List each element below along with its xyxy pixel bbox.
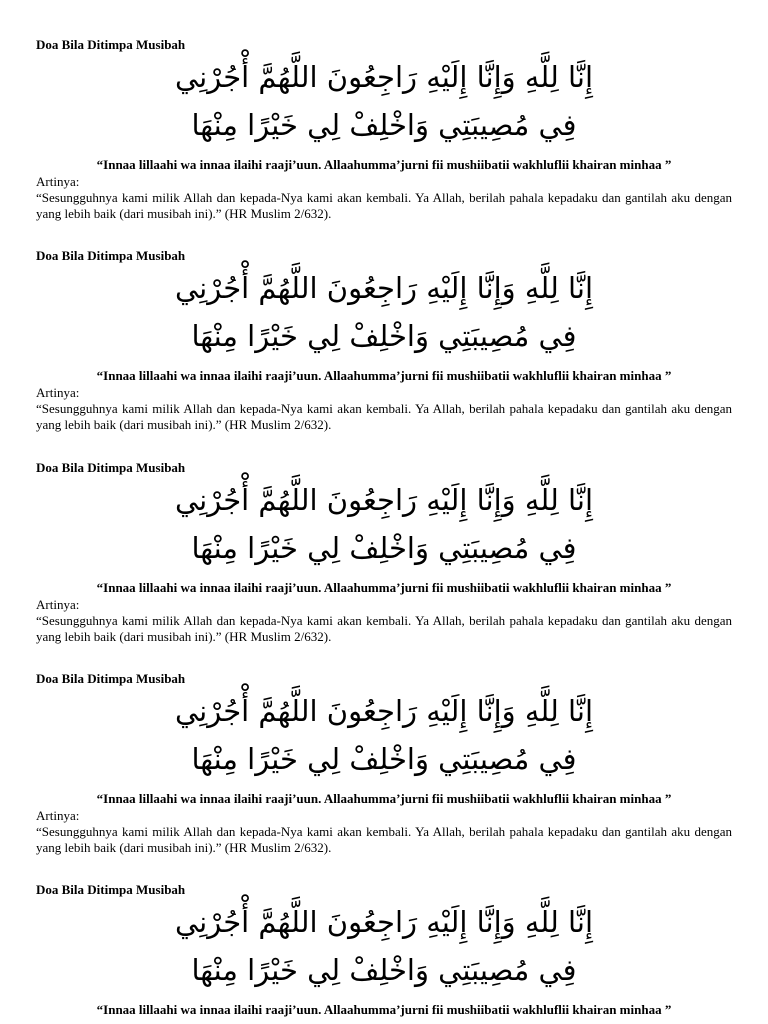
- meaning-label: Artinya:: [36, 597, 80, 612]
- arabic-text-line-2: فِي مُصِيبَتِي وَاخْلِفْ لِي خَيْرًا مِنْهَا: [191, 953, 577, 987]
- arabic-text-line-1: إِنَّا لِلَّهِ وَإِنَّا إِلَيْهِ رَاجِعُونَ اللَّهُمَّ أْجُرْنِي: [174, 60, 594, 94]
- prayer-title: Doa Bila Ditimpa Musibah: [36, 671, 186, 686]
- meaning-text: “Sesungguhnya kami milik Allah dan kepada-Nya kami akan kembali. Ya Allah, berilah pahala kepadaku dan gantilah aku dengan yang lebih baik (dari musibah ini).” (HR Muslim 2/632).: [36, 190, 732, 221]
- transliteration: “Innaa lillaahi wa innaa ilaihi raaji’uun. Allaahumma’jurni fii mushiibatii wakhluflii khairan minhaa ”: [96, 1002, 672, 1017]
- meaning-label: Artinya:: [36, 174, 80, 189]
- meaning-text: “Sesungguhnya kami milik Allah dan kepada-Nya kami akan kembali. Ya Allah, berilah pahala kepadaku dan gantilah aku dengan yang lebih baik (dari musibah ini).” (HR Muslim 2/632).: [36, 401, 732, 432]
- transliteration: “Innaa lillaahi wa innaa ilaihi raaji’uun. Allaahumma’jurni fii mushiibatii wakhluflii khairan minhaa ”: [96, 157, 672, 172]
- prayer-block: [36, 37, 732, 249]
- transliteration: “Innaa lillaahi wa innaa ilaihi raaji’uun. Allaahumma’jurni fii mushiibatii wakhluflii khairan minhaa ”: [96, 368, 672, 383]
- prayer-title: Doa Bila Ditimpa Musibah: [36, 37, 186, 52]
- transliteration: “Innaa lillaahi wa innaa ilaihi raaji’uun. Allaahumma’jurni fii mushiibatii wakhluflii khairan minhaa ”: [96, 791, 672, 806]
- arabic-text-line-2: فِي مُصِيبَتِي وَاخْلِفْ لِي خَيْرًا مِنْهَا: [191, 742, 577, 776]
- prayer-block: [36, 671, 732, 883]
- arabic-text-line-2: فِي مُصِيبَتِي وَاخْلِفْ لِي خَيْرًا مِنْهَا: [191, 531, 577, 565]
- meaning-text: “Sesungguhnya kami milik Allah dan kepada-Nya kami akan kembali. Ya Allah, berilah pahala kepadaku dan gantilah aku dengan yang lebih baik (dari musibah ini).” (HR Muslim 2/632).: [36, 613, 732, 644]
- meaning-text: “Sesungguhnya kami milik Allah dan kepada-Nya kami akan kembali. Ya Allah, berilah pahala kepadaku dan gantilah aku dengan yang lebih baik (dari musibah ini).” (HR Muslim 2/632).: [36, 824, 732, 855]
- prayer-title: Doa Bila Ditimpa Musibah: [36, 882, 186, 897]
- meaning-label: Artinya:: [36, 808, 80, 823]
- prayer-block: [36, 882, 732, 1024]
- arabic-text-line-1: إِنَّا لِلَّهِ وَإِنَّا إِلَيْهِ رَاجِعُونَ اللَّهُمَّ أْجُرْنِي: [174, 483, 594, 517]
- arabic-text-line-2: فِي مُصِيبَتِي وَاخْلِفْ لِي خَيْرًا مِنْهَا: [191, 108, 577, 142]
- arabic-text-line-1: إِنَّا لِلَّهِ وَإِنَّا إِلَيْهِ رَاجِعُونَ اللَّهُمَّ أْجُرْنِي: [174, 905, 594, 939]
- prayer-title: Doa Bila Ditimpa Musibah: [36, 460, 186, 475]
- meaning-label: Artinya:: [36, 385, 80, 400]
- arabic-text-line-1: إِنَّا لِلَّهِ وَإِنَّا إِلَيْهِ رَاجِعُونَ اللَّهُمَّ أْجُرْنِي: [174, 694, 594, 728]
- transliteration: “Innaa lillaahi wa innaa ilaihi raaji’uun. Allaahumma’jurni fii mushiibatii wakhluflii khairan minhaa ”: [96, 580, 672, 595]
- arabic-text-line-1: إِنَّا لِلَّهِ وَإِنَّا إِلَيْهِ رَاجِعُونَ اللَّهُمَّ أْجُرْنِي: [174, 271, 594, 305]
- prayer-block: [36, 248, 732, 460]
- prayer-block: [36, 460, 732, 672]
- prayer-title: Doa Bila Ditimpa Musibah: [36, 248, 186, 263]
- arabic-text-line-2: فِي مُصِيبَتِي وَاخْلِفْ لِي خَيْرًا مِنْهَا: [191, 319, 577, 353]
